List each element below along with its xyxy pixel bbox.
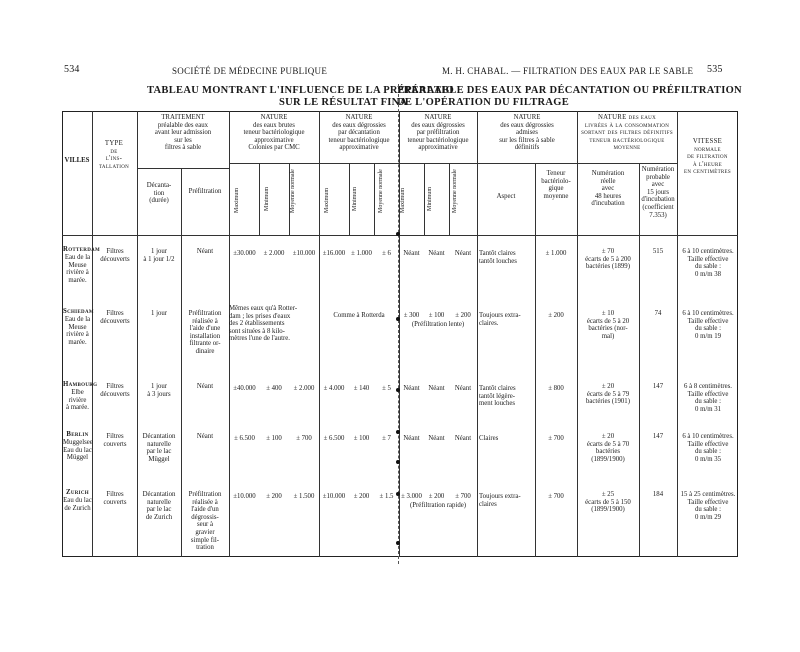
header-eaux-brutes: NATURE des eaux brutes teneur bactériologique approximative Colonies par CMC xyxy=(243,114,305,152)
row-decant-min: ± 140 xyxy=(353,385,370,392)
row-numeration-reelle: ± 10 écarts de 5 à 20 bactéries (nor- mal) xyxy=(586,310,630,340)
row-vitesse: 15 à 25 centimètres. Taille effective du sable : 0 m/m 29 xyxy=(680,491,736,521)
grid-vline xyxy=(477,111,478,557)
header-vitesse: VITESSE normale de filtration à l'heure en centimètres xyxy=(683,138,731,176)
row-decant-moy: ± 6 xyxy=(382,250,391,257)
row-ville: Berlin xyxy=(66,431,89,438)
row-prefilt-max: ± 300 xyxy=(403,312,420,319)
grid-vline xyxy=(374,163,375,235)
row-prefiltration: Préfiltration réalisée à l'aide d'une installation filtrante or- dinaire xyxy=(188,310,222,355)
header-eaux-prefiltration: NATURE des eaux dégrossies par préfiltration teneur bactériologique approximative xyxy=(407,114,469,152)
grid-hline xyxy=(137,168,229,169)
table-title-left-line1: TABLEAU MONTRANT L'INFLUENCE DE LA PRÉPARATIO xyxy=(147,85,455,96)
row-prefilt-min: Néant xyxy=(428,250,445,257)
header-prefilt-maximum: Maximum xyxy=(400,188,406,213)
row-vitesse: 6 à 10 centimètres. Taille effective du sable : 0 m/m 19 xyxy=(682,310,734,340)
table-title-left-line2: SUR LE RÉSULTAT FINA xyxy=(279,97,408,108)
row-aspect: Claires xyxy=(479,435,499,442)
row-prefilt-min: ± 200 xyxy=(428,493,445,500)
row-numeration-probable: 184 xyxy=(652,491,664,498)
row-aspect: Toujours extra- claires. xyxy=(479,312,521,327)
row-brutes-moy: ± 1.500 xyxy=(293,493,315,500)
header-eaux-admises: NATURE des eaux dégrossies admises sur les filtres à sable définitifs xyxy=(499,114,555,152)
row-type: Filtres découverts xyxy=(100,310,130,325)
row-teneur: ± 1.000 xyxy=(545,250,567,257)
row-prefilt-moy: ± 700 xyxy=(455,493,471,500)
row-prefilt-max: Néant xyxy=(403,250,420,257)
table-title-right-line1: PRÉALABLE DES EAUX PAR DÉCANTATION OU PRÉFILTRATION xyxy=(397,85,742,96)
header-villes: VILLES xyxy=(64,157,90,164)
row-aspect: Tantôt claires tantôt louches xyxy=(479,250,517,265)
row-prefilt-note: (Préfiltration rapide) xyxy=(409,502,467,509)
binding-hole xyxy=(396,388,400,392)
row-prefilt-max: Néant xyxy=(403,385,420,392)
grid-vline xyxy=(259,163,260,235)
row-numeration-probable: 515 xyxy=(652,248,664,255)
header-eaux-livrees: NATURE des eaux livrées à la consommation sortant des filtres définitifs teneur bactériologique moyenne xyxy=(581,114,673,152)
page-number-right: 535 xyxy=(707,64,723,75)
row-ville-detail: Muggelsee Eau du lac Müggel xyxy=(63,439,93,462)
row-prefiltration: Préfiltration réalisée à l'aide d'un dégrossis- seur à gravier simple fil- tration xyxy=(188,491,222,552)
row-prefilt-min: Néant xyxy=(428,435,445,442)
row-brutes-min: ± 400 xyxy=(266,385,282,392)
row-ville: Schiedam xyxy=(63,308,94,315)
header-decant-maximum: Maximum xyxy=(324,188,330,213)
row-brutes-min: ± 100 xyxy=(266,435,282,442)
page-number-left: 534 xyxy=(64,64,80,75)
row-prefilt-moy: ± 200 xyxy=(455,312,471,319)
row-ville: Rotterdam xyxy=(63,246,101,253)
row-ville-detail: Elbe rivière à marée. xyxy=(65,389,90,412)
row-decant-moy: ± 7 xyxy=(382,435,391,442)
row-prefilt-max: ± 3.000 xyxy=(401,493,422,500)
row-brutes-max: ±30.000 xyxy=(233,250,256,257)
grid-vline xyxy=(424,163,425,235)
row-numeration-reelle: ± 70 écarts de 5 à 200 bactéries (1899) xyxy=(585,248,631,271)
row-ville: Zurich xyxy=(65,489,89,496)
row-brutes-min: ± 2.000 xyxy=(263,250,285,257)
row-decant-note: Comme à Rotterda xyxy=(333,312,385,319)
grid-vline xyxy=(449,163,450,235)
row-type: Filtres découverts xyxy=(100,383,130,398)
row-aspect: Toujours extra- claires xyxy=(479,493,521,508)
row-prefilt-note: (Préfiltration lente) xyxy=(411,321,465,328)
grid-vline xyxy=(349,163,350,235)
row-prefilt-min: ± 100 xyxy=(428,312,445,319)
row-brutes-note: Mêmes eaux qu'à Rotter- dam ; les prises d'eaux des 2 établissements sont situées à 8 kilo- mètres l'une de l'autre. xyxy=(229,305,298,343)
row-brutes-min: ± 200 xyxy=(266,493,282,500)
header-prefilt-minimum: Minimum xyxy=(427,186,433,211)
running-head-right: M. H. CHABAL. — FILTRATION DES EAUX PAR LE SABLE xyxy=(442,66,694,76)
row-decantation: 1 jour xyxy=(150,310,168,317)
row-type: Filtres couverts xyxy=(103,433,127,448)
row-decant-max: ±16.000 xyxy=(322,250,346,257)
row-brutes-moy: ±10.000 xyxy=(292,250,316,257)
row-prefilt-moy: Néant xyxy=(454,435,472,442)
header-brutes-maximum: Maximum xyxy=(234,188,240,213)
row-brutes-moy: ± 700 xyxy=(296,435,312,442)
binding-hole xyxy=(396,541,400,545)
row-vitesse: 6 à 8 centimètres. Taille effective du sable : 0 m/m 31 xyxy=(684,383,732,413)
binding-hole xyxy=(396,430,400,434)
row-brutes-moy: ± 2.000 xyxy=(293,385,315,392)
binding-hole xyxy=(396,232,400,236)
row-decant-min: ± 1.000 xyxy=(351,250,372,257)
running-head-left: SOCIÉTÉ DE MÉDECINE PUBLIQUE xyxy=(172,66,328,76)
row-numeration-reelle: ± 20 écarts de 5 à 70 bactéries (1899/1900) xyxy=(586,433,630,463)
row-ville: Hambourg xyxy=(63,381,98,388)
row-vitesse: 6 à 10 centimètres. Taille effective du sable : 0 m/m 38 xyxy=(682,248,734,278)
row-brutes-max: ± 6.500 xyxy=(234,435,255,442)
row-numeration-probable: 74 xyxy=(654,310,662,317)
row-brutes-max: ±40.000 xyxy=(233,385,256,392)
row-brutes-max: ±10.000 xyxy=(233,493,256,500)
header-type: TYPE de l'ins- tallation xyxy=(98,140,130,170)
row-aspect: Tantôt claires tantôt légère- ment louches xyxy=(479,385,516,408)
header-traitement: TRAITEMENT préalable des eaux avant leur admission sur les filtres à sable xyxy=(154,114,212,152)
row-prefilt-moy: Néant xyxy=(454,250,472,257)
row-numeration-probable: 147 xyxy=(652,433,664,440)
grid-hline xyxy=(62,235,738,236)
row-prefilt-min: Néant xyxy=(428,385,445,392)
header-decant-minimum: Minimum xyxy=(352,186,358,211)
header-teneur: Teneur bactériolo- gique moyenne xyxy=(541,170,571,200)
row-decant-min: ± 200 xyxy=(353,493,370,500)
row-decant-min: ± 100 xyxy=(353,435,370,442)
row-numeration-reelle: ± 25 écarts de 5 à 150 (1899/1900) xyxy=(585,491,631,514)
row-ville-detail: Eau du lac de Zurich xyxy=(63,497,92,512)
header-prefiltration: Préfiltration xyxy=(188,188,222,195)
row-decant-max: ± 4.000 xyxy=(323,385,345,392)
header-brutes-minimum: Minimum xyxy=(264,186,270,211)
header-brutes-moyenne: Moyenne normale xyxy=(290,169,296,213)
row-teneur: ± 700 xyxy=(548,435,564,442)
row-decantation: Décantation naturelle par le lac de Zurich xyxy=(142,491,176,521)
row-decant-max: ±10.000 xyxy=(322,493,346,500)
header-prefilt-moyenne: Moyenne normale xyxy=(452,169,458,213)
binding-hole xyxy=(396,460,400,464)
row-decant-moy: ± 1.5 xyxy=(379,493,394,500)
row-decantation: 1 jour à 3 jours xyxy=(147,383,171,398)
table-title-right-line2: DE L'OPÉRATION DU FILTRAGE xyxy=(397,97,570,108)
grid-hline xyxy=(229,163,677,164)
row-ville-detail: Eau de la Meuse rivière à marée. xyxy=(64,254,91,284)
header-eaux-decantation: NATURE des eaux dégrossies par décantation teneur bactériologique approximative xyxy=(328,114,390,152)
header-decantation: Décanta- tion (durée) xyxy=(146,182,172,205)
grid-vline xyxy=(399,111,400,557)
row-prefilt-max: Néant xyxy=(403,435,420,442)
binding-hole xyxy=(396,317,400,321)
row-decant-moy: ± 5 xyxy=(382,385,391,392)
row-prefiltration: Néant xyxy=(196,433,214,440)
row-decantation: 1 jour à 1 jour 1/2 xyxy=(143,248,175,263)
row-type: Filtres découverts xyxy=(100,248,130,263)
row-prefiltration: Néant xyxy=(196,248,214,255)
row-prefiltration: Néant xyxy=(196,383,214,390)
row-vitesse: 6 à 10 centimètres. Taille effective du sable : 0 m/m 35 xyxy=(682,433,734,463)
header-aspect: Aspect xyxy=(496,193,516,200)
row-numeration-reelle: ± 20 écarts de 5 à 79 bactéries (1901) xyxy=(586,383,630,406)
row-ville-detail: Eau de la Meuse rivière à marée. xyxy=(64,316,91,346)
row-prefilt-moy: Néant xyxy=(454,385,472,392)
row-decant-max: ± 6.500 xyxy=(323,435,345,442)
binding-hole xyxy=(396,492,400,496)
row-numeration-probable: 147 xyxy=(652,383,664,390)
row-teneur: ± 700 xyxy=(548,493,564,500)
header-decant-moyenne: Moyenne normale xyxy=(378,169,384,213)
header-numeration-probable: Numération probable avec 15 jours d'incubation (coefficient 7.353) xyxy=(641,166,675,219)
row-teneur: ± 200 xyxy=(548,312,564,319)
row-teneur: ± 800 xyxy=(548,385,564,392)
row-decantation: Décantation naturelle par le lac Müggel xyxy=(142,433,176,463)
header-numeration-reelle: Numération réelle avec 48 heures d'incubation xyxy=(591,170,625,208)
row-type: Filtres couverts xyxy=(103,491,127,506)
